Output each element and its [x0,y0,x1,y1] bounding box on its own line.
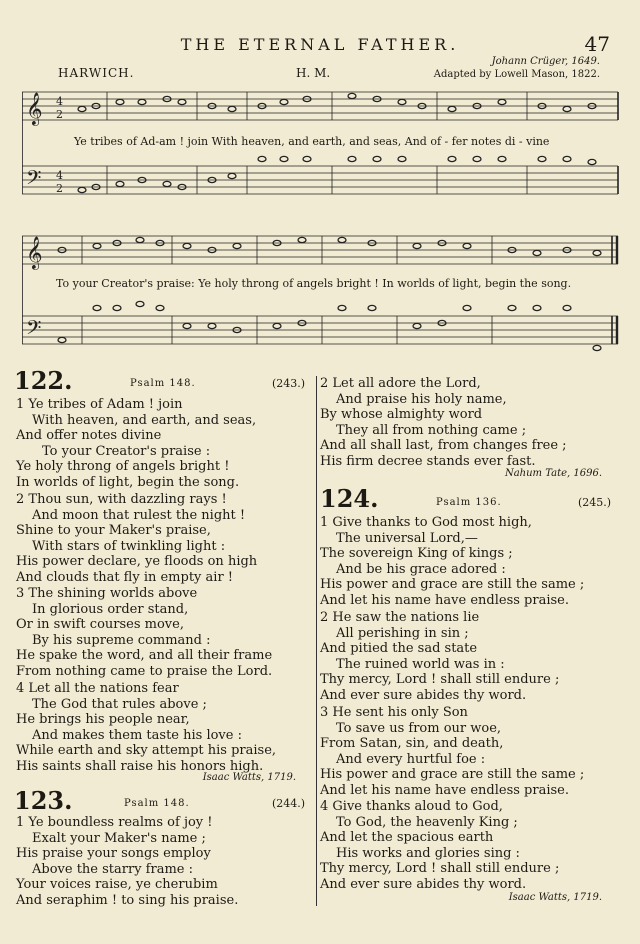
lyrics-line-2: To your Creator's praise: Ye holy throng of angels bright ! In worlds of light, begin the song. [56,277,572,290]
svg-text:𝄞: 𝄞 [26,236,43,269]
hymn-122-verse-3: 3 The shining worlds above In glorious order stand, Or in swift courses move, By his supreme command : He spake the word, and all their frame From nothing came to praise the Lord. [16,586,273,679]
hymn-122-verse-2: 2 Thou sun, with dazzling rays ! And moon that rulest the night ! Shine to your Maker's praise, With stars of twinkling light : His power declare, ye floods on high And clouds that fly in empty air ! [16,492,258,585]
hymn-122-verse-4: 4 Let all the nations fear The God that rules above ; He brings his people near, And makes them taste his love : While earth and sky attempt his praise, His saints shall raise his honors high. [16,681,277,774]
hymn-123-verse-2: 2 Let all adore the Lord, And praise his holy name, By whose almighty word They all from nothing came ; And all shall last, from changes free ; His firm decree stands ever fast. [320,376,567,469]
adapter-credit: Adapted by Lowell Mason, 1822. [433,69,600,80]
svg-text:4: 4 [56,169,63,182]
hymn-124-psalm: Psalm 136. [436,497,502,508]
hymn-123-attribution: Nahum Tate, 1696. [504,468,602,479]
composer-credit: Johann Crüger, 1649. [491,56,600,67]
svg-text:𝄢: 𝄢 [26,316,42,344]
page-title: THE ETERNAL FATHER. [180,35,460,54]
hymn-number-124: 124. [320,484,379,513]
svg-text:4: 4 [56,95,63,108]
meter: H. M. [296,66,331,80]
hymn-124-verse-1: 1 Give thanks to God most high, The universal Lord,— The sovereign King of kings ; And be his grace adored : His power and grace are still the same ; And let his name have endless praise. [320,515,585,608]
hymn-122-ref: (243.) [272,377,306,390]
hymn-number-123: 123. [14,786,73,815]
svg-text:𝄞: 𝄞 [26,92,43,125]
hymn-124-verse-3: 3 He sent his only Son To save us from our woe, From Satan, sin, and death, And every hurtful foe : His power and grace are still the same ; And let his name have endless praise. [320,705,585,798]
lyrics-line-1: Ye tribes of Ad-am ! join With heaven, and earth, and seas, And of - fer notes di - vine [74,135,550,148]
hymn-124-attribution: Isaac Watts, 1719. [508,892,602,903]
hymn-123-psalm: Psalm 148. [124,798,190,809]
svg-text:𝄢: 𝄢 [26,166,42,194]
page-number: 47 [584,32,610,56]
hymn-122-attribution: Isaac Watts, 1719. [202,772,296,783]
tune-name: HARWICH. [58,66,135,80]
hymn-number-122: 122. [14,366,73,395]
hymn-123-verse-1: 1 Ye boundless realms of joy ! Exalt your Maker's name ; His praise your songs employ Above the starry frame : Your voices raise, ye cherubim And seraphim ! to sing his praise. [16,815,239,908]
column-divider [316,376,317,906]
hymn-124-verse-4: 4 Give thanks aloud to God, To God, the heavenly King ; And let the spacious earth His works and glories sing : Thy mercy, Lord ! shall still endure ; And ever sure abides thy word. [320,799,560,892]
hymn-122-verse-1: 1 Ye tribes of Adam ! join With heaven, and earth, and seas, And offer notes divine To your Creator's praise : Ye holy throng of angels bright ! In worlds of light, begin the song. [16,397,257,490]
svg-text:2: 2 [56,108,63,121]
music-system-1 [22,84,620,218]
hymn-124-ref: (245.) [578,496,612,509]
hymn-122-psalm: Psalm 148. [130,378,196,389]
hymn-124-verse-2: 2 He saw the nations lie All perishing in sin ; And pitied the sad state The ruined world was in : Thy mercy, Lord ! shall still endure ; And ever sure abides thy word. [320,610,560,703]
hymn-123-ref: (244.) [272,797,306,810]
svg-text:2: 2 [56,182,63,195]
music-system-2 [22,228,620,368]
